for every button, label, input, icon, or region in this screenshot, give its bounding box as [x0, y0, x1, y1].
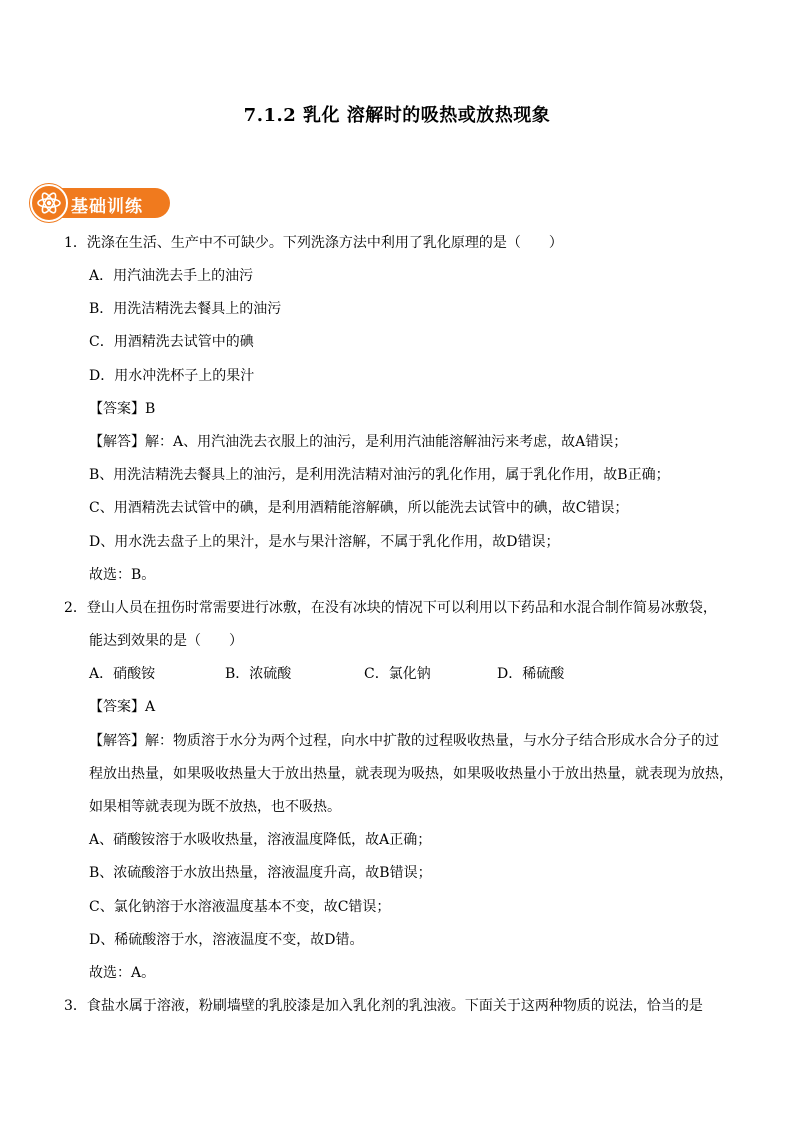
question-2-analysis-line: A、硝酸铵溶于水吸收热量，溶液温度降低，故A正确； — [89, 832, 432, 848]
question-2-analysis-line: D、稀硫酸溶于水，溶液温度不变，故D错。 — [89, 932, 364, 948]
page-title: 7.1.2 乳化 溶解时的吸热或放热现象 — [243, 105, 551, 126]
question-2-answer: 【答案】A — [89, 699, 156, 715]
question-2-analysis-line: 如果相等就表现为既不放热，也不吸热。 — [89, 799, 341, 815]
question-2-analysis-line: C、氯化钠溶于水溶液温度基本不变，故C错误； — [89, 899, 391, 915]
question-1-analysis-line: 故选：B。 — [89, 567, 156, 583]
question-2-analysis-line: 故选：A。 — [89, 965, 156, 981]
atom-icon — [30, 184, 68, 222]
question-2-option-d: D．稀硫酸 — [497, 666, 565, 682]
question-1-option-d: D．用水冲洗杯子上的果汁 — [89, 368, 255, 384]
question-2-analysis-line: 【解答】解：物质溶于水分为两个过程，向水中扩散的过程吸收热量，与水分子结合形成水合分子的过 — [89, 733, 719, 749]
question-1-analysis-line: B、用洗洁精洗去餐具上的油污，是利用洗洁精对油污的乳化作用，属于乳化作用，故B正确； — [89, 467, 670, 483]
question-1-analysis-line: D、用水洗去盘子上的果汁，是水与果汁溶解，不属于乳化作用，故D错误； — [89, 534, 560, 550]
question-1-analysis-line: C、用酒精洗去试管中的碘，是利用酒精能溶解碘，所以能洗去试管中的碘，故C错误； — [89, 500, 629, 516]
question-2-stem: 能达到效果的是（ ） — [89, 633, 243, 649]
question-1-answer: 【答案】B — [89, 401, 156, 417]
section-badge — [30, 184, 171, 222]
question-2-analysis-line: B、浓硫酸溶于水放出热量，溶液温度升高，故B错误； — [89, 865, 432, 881]
question-2-option-c: C．氯化钠 — [364, 666, 431, 682]
question-1-option-c: C．用酒精洗去试管中的碘 — [89, 334, 254, 350]
section-badge-label: 基础训练 — [71, 197, 143, 217]
question-1-option-b: B．用洗洁精洗去餐具上的油污 — [89, 301, 282, 317]
question-1-option-a: A．用汽油洗去手上的油污 — [89, 268, 254, 284]
question-2-stem: 2．登山人员在扭伤时常需要进行冰敷，在没有冰块的情况下可以利用以下药品和水混合制作简易冰敷袋， — [64, 600, 717, 616]
question-1-stem: 1．洗涤在生活、生产中不可缺少。下列洗涤方法中利用了乳化原理的是（ ） — [64, 235, 563, 251]
question-2-option-a: A．硝酸铵 — [89, 666, 156, 682]
question-2-analysis-line: 程放出热量，如果吸收热量大于放出热量，就表现为吸热，如果吸收热量小于放出热量，就表现为放热， — [89, 766, 733, 782]
question-1-analysis-line: 【解答】解：A、用汽油洗去衣服上的油污，是利用汽油能溶解油污来考虑，故A错误； — [89, 434, 628, 450]
question-2-option-b: B．浓硫酸 — [225, 666, 292, 682]
question-3-stem: 3．食盐水属于溶液，粉刷墙壁的乳胶漆是加入乳化剂的乳浊液。下面关于这两种物质的说法，恰当的是 — [64, 998, 703, 1014]
